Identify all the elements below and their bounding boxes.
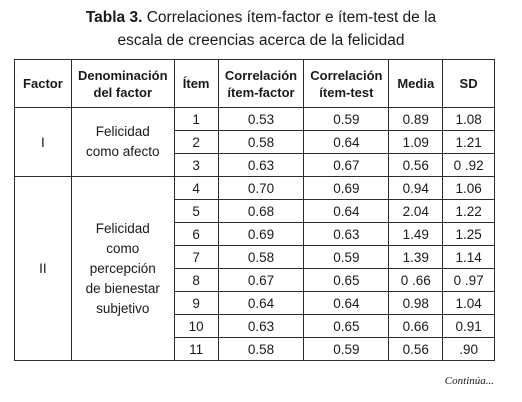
sd-cell: 1.06: [443, 177, 495, 200]
media-cell: 1.39: [389, 246, 443, 269]
factor-name-line: percepción: [89, 260, 156, 276]
corr-test-cell: 0.59: [304, 338, 389, 361]
header-corr-factor-line-2: ítem-factor: [227, 84, 295, 100]
item-cell: 10: [174, 315, 218, 338]
corr-factor-cell: 0.58: [218, 246, 304, 269]
item-cell: 6: [174, 223, 218, 246]
header-factor: Factor: [15, 60, 72, 108]
sd-cell: 0 .97: [443, 269, 495, 292]
item-cell: 11: [174, 338, 218, 361]
caption-label: Tabla 3.: [85, 9, 143, 26]
item-cell: 9: [174, 292, 218, 315]
media-cell: 0.94: [389, 177, 443, 200]
continua-note: Continúa...: [444, 375, 494, 387]
factor-name-line: como: [106, 240, 140, 256]
media-cell: 0.89: [389, 108, 443, 131]
factor-name-line: subjetivo: [96, 300, 150, 316]
item-cell: 7: [174, 246, 218, 269]
media-cell: 0.66: [389, 315, 443, 338]
header-row: [15, 60, 495, 108]
corr-test-cell: 0.64: [304, 200, 389, 223]
sd-cell: .90: [443, 338, 495, 361]
sd-cell: 1.21: [443, 131, 495, 154]
corr-factor-cell: 0.63: [218, 315, 304, 338]
media-cell: 2.04: [389, 200, 443, 223]
table-caption: [0, 6, 522, 52]
header-corr-test: [304, 60, 389, 108]
media-cell: 0.98: [389, 292, 443, 315]
corr-test-cell: 0.59: [304, 246, 389, 269]
item-cell: 2: [174, 131, 218, 154]
item-cell: 8: [174, 269, 218, 292]
corr-factor-cell: 0.67: [218, 269, 304, 292]
sd-cell: 1.14: [443, 246, 495, 269]
table-row: [15, 177, 495, 200]
item-cell: 3: [174, 154, 218, 177]
header-sd: SD: [443, 60, 495, 108]
corr-factor-cell: 0.53: [218, 108, 304, 131]
corr-test-cell: 0.64: [304, 131, 389, 154]
factor-cell: I: [15, 108, 72, 177]
corr-factor-cell: 0.58: [218, 131, 304, 154]
corr-test-cell: 0.69: [304, 177, 389, 200]
corr-test-cell: 0.65: [304, 269, 389, 292]
media-cell: 0.56: [389, 338, 443, 361]
corr-factor-cell: 0.69: [218, 223, 304, 246]
media-cell: 1.09: [389, 131, 443, 154]
correlation-table: [14, 59, 495, 361]
sd-cell: 1.22: [443, 200, 495, 223]
header-corr-factor-line-1: Correlación: [224, 67, 298, 83]
corr-factor-cell: 0.63: [218, 154, 304, 177]
media-cell: 0 .66: [389, 269, 443, 292]
sd-cell: 1.25: [443, 223, 495, 246]
factor-name-cell: [71, 108, 174, 177]
header-corr-test-line-1: Correlación: [310, 67, 383, 83]
sd-cell: 1.04: [443, 292, 495, 315]
factor-name-line: Felicidad: [95, 220, 150, 236]
header-media: Media: [389, 60, 443, 108]
factor-name-line: Felicidad: [95, 124, 150, 139]
sd-cell: 1.08: [443, 108, 495, 131]
corr-factor-cell: 0.64: [218, 292, 304, 315]
table-row: [15, 108, 495, 131]
sd-cell: 0.91: [443, 315, 495, 338]
item-cell: 4: [174, 177, 218, 200]
corr-test-cell: 0.59: [304, 108, 389, 131]
factor-name-line: como afecto: [86, 144, 160, 159]
item-cell: 5: [174, 200, 218, 223]
corr-test-cell: 0.65: [304, 315, 389, 338]
header-item: Ítem: [174, 60, 218, 108]
caption-text-2: escala de creencias acerca de la felicidad: [117, 32, 405, 49]
corr-factor-cell: 0.58: [218, 338, 304, 361]
media-cell: 0.56: [389, 154, 443, 177]
factor-cell: II: [15, 177, 72, 361]
caption-line-1: [0, 6, 522, 29]
corr-test-cell: 0.64: [304, 292, 389, 315]
item-cell: 1: [174, 108, 218, 131]
table-body: [15, 108, 495, 361]
factor-name-line: de bienestar: [85, 280, 160, 296]
corr-test-cell: 0.67: [304, 154, 389, 177]
header-denominacion-line-2: del factor: [93, 84, 153, 100]
header-denominacion-line-1: Denominación: [77, 67, 168, 83]
corr-factor-cell: 0.68: [218, 200, 304, 223]
media-cell: 1.49: [389, 223, 443, 246]
header-corr-test-line-2: ítem-test: [319, 84, 374, 100]
factor-name-cell: [71, 177, 174, 361]
caption-text-1: Correlaciones ítem-factor e ítem-test de la: [146, 9, 437, 26]
corr-factor-cell: 0.70: [218, 177, 304, 200]
sd-cell: 0 .92: [443, 154, 495, 177]
header-corr-factor: [218, 60, 304, 108]
corr-test-cell: 0.63: [304, 223, 389, 246]
header-denominacion: [71, 60, 174, 108]
